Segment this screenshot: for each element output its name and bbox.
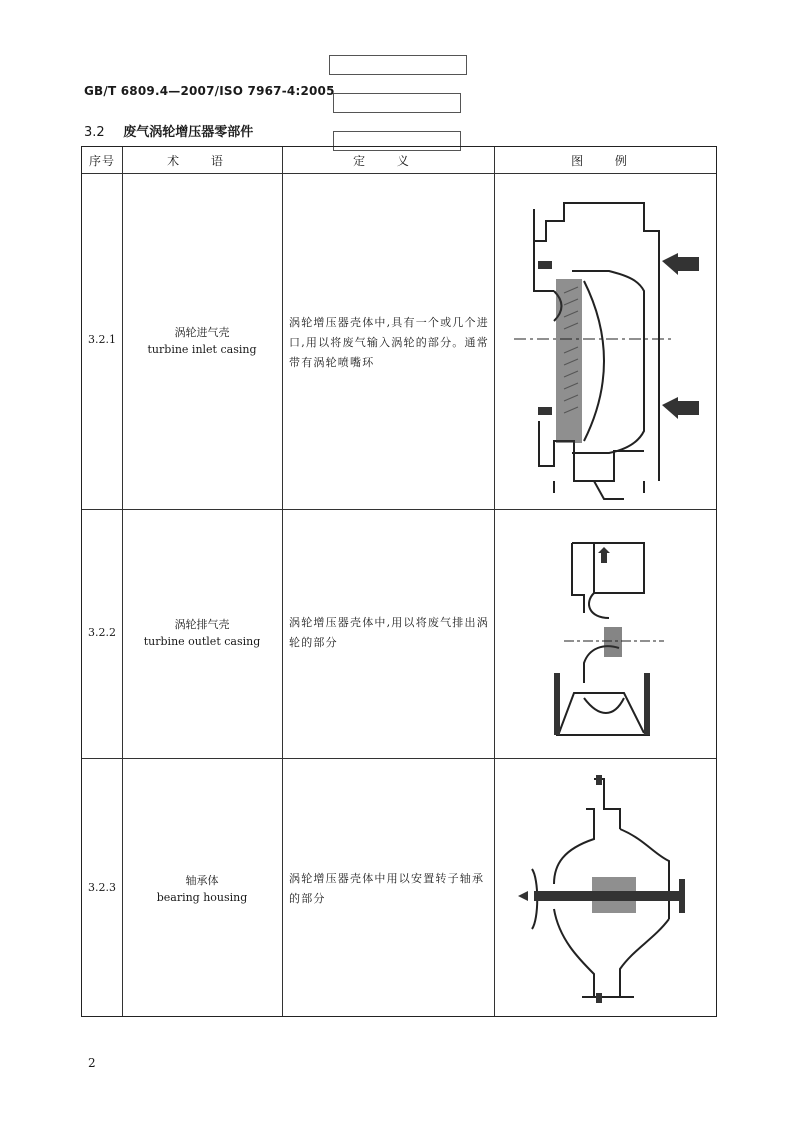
term-english: turbine inlet casing	[147, 343, 257, 356]
term-chinese: 涡轮排气壳	[174, 618, 230, 631]
term-cell	[122, 872, 282, 906]
header-term: 术 语	[167, 153, 237, 168]
bearing-housing-icon	[494, 769, 718, 1009]
row-divider	[82, 758, 716, 759]
turbine-outlet-casing-drawing	[494, 523, 718, 753]
header-no: 序号	[88, 153, 115, 168]
definition-cell: 涡轮增压器壳体中用以安置转子轴承的部分	[289, 872, 485, 905]
term-cell	[122, 616, 282, 650]
turbine-outlet-casing-icon	[494, 523, 718, 753]
term-english: turbine outlet casing	[143, 635, 261, 648]
section-title: 废气涡轮增压器零部件	[123, 125, 254, 140]
term-chinese: 轴承体	[185, 874, 219, 887]
row-number: 3.2.3	[88, 881, 116, 894]
section-number: 3.2	[84, 125, 105, 140]
row-divider	[82, 173, 716, 174]
header-box-2	[333, 93, 461, 113]
definition-cell: 涡轮增压器壳体中,具有一个或几个进口,用以将废气输入涡轮的部分。通常带有涡轮喷嘴环	[289, 316, 489, 369]
terms-table	[81, 146, 717, 1017]
term-chinese: 涡轮进气壳	[174, 326, 230, 339]
col-divider	[282, 147, 283, 1016]
term-english: bearing housing	[156, 891, 248, 904]
header-box-1	[329, 55, 467, 75]
header-figure: 图 例	[571, 153, 641, 168]
term-cell	[122, 324, 282, 358]
row-divider	[82, 509, 716, 510]
definition-cell: 涡轮增压器壳体中,用以将废气排出涡轮的部分	[289, 616, 489, 649]
section-heading	[84, 121, 253, 140]
bearing-housing-drawing	[494, 769, 718, 1009]
row-number: 3.2.1	[88, 333, 116, 346]
turbine-inlet-casing-icon	[494, 181, 718, 501]
page-number: 2	[88, 1056, 96, 1070]
turbine-inlet-casing-drawing	[494, 181, 718, 501]
row-number: 3.2.2	[88, 626, 116, 639]
standard-id: GB/T 6809.4—2007/ISO 7967-4:2005	[84, 84, 335, 98]
header-definition: 定 义	[353, 153, 423, 168]
